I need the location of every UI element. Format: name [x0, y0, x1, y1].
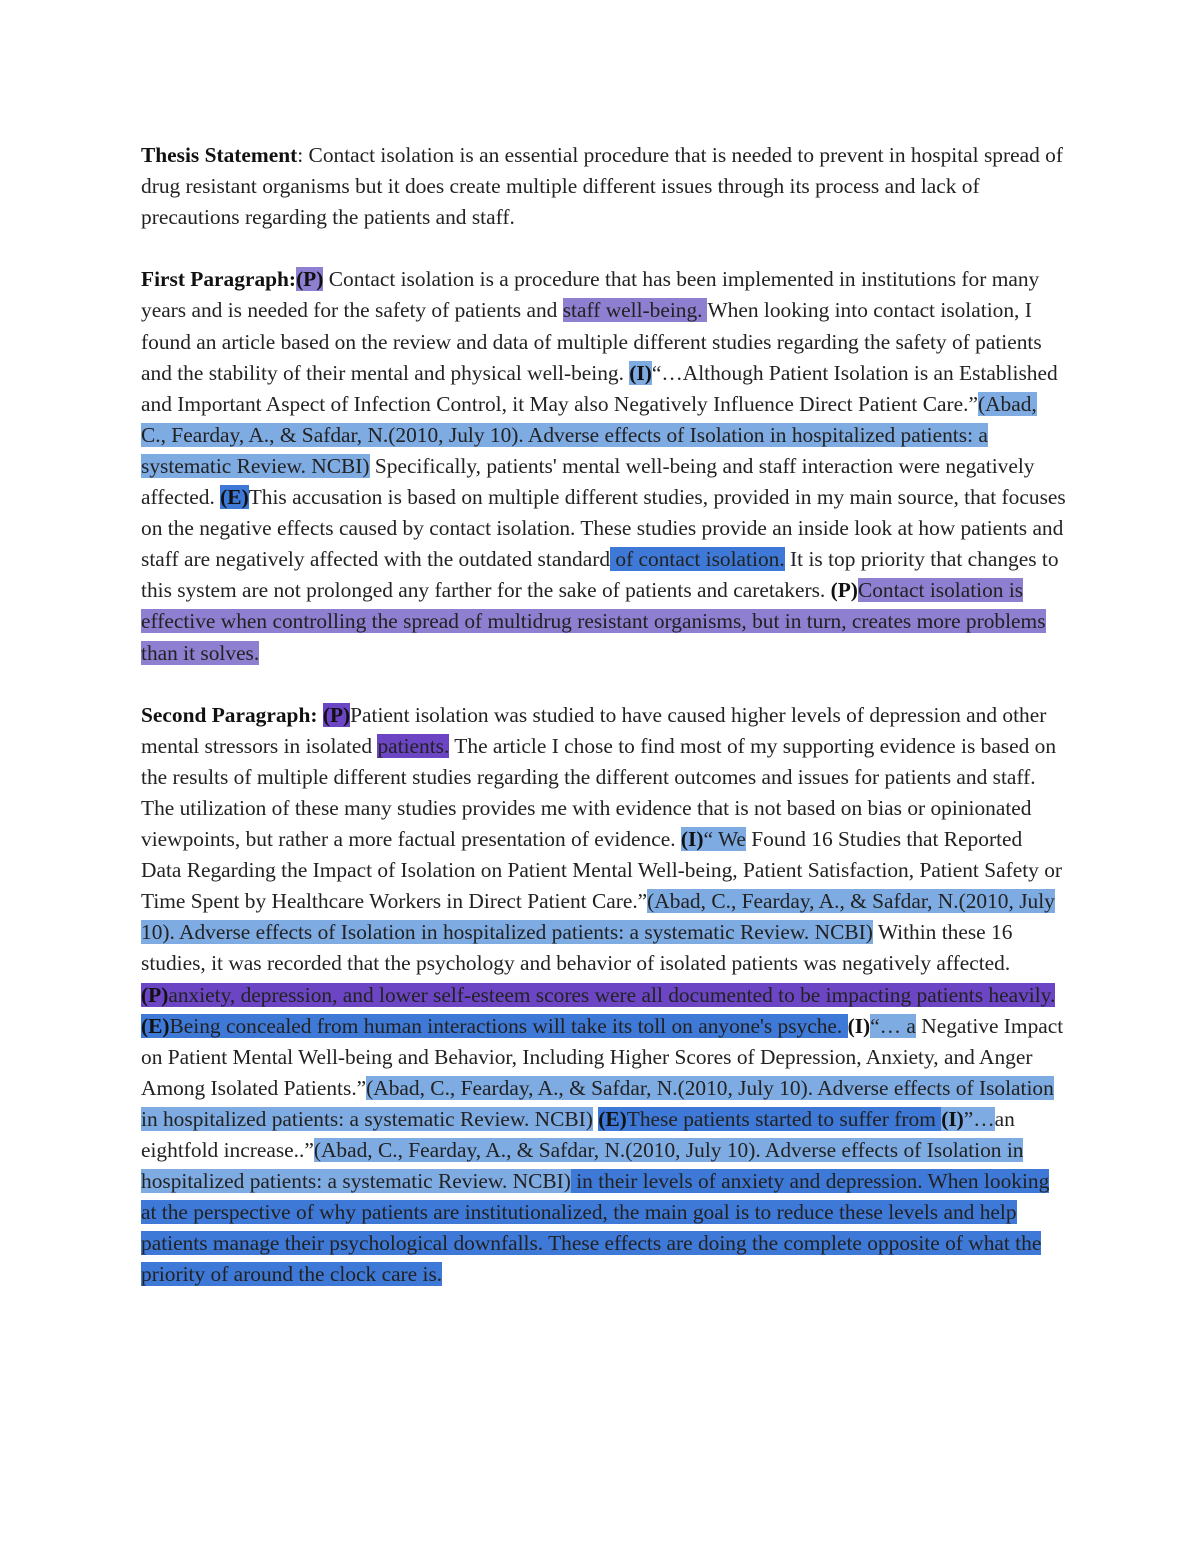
body-text: : Contact isolation is an essential procedure that is needed to prevent in hospital spread of drug resistant organisms but it does create multiple different issues through its process and lack of precautions regarding the patients and staff.	[141, 143, 1063, 230]
second-paragraph	[141, 700, 1066, 1291]
highlighted-text: Contact isolation is effective when controlling the spread of multidrug resistant organisms, but in turn, creates more problems than it solves.	[141, 578, 1046, 665]
highlighted-text: (Abad, C., Fearday, A., & Safdar, N.(2010, July 10). Adverse effects of Isolation in hospitalized patients: a systematic Review. NCBI)	[141, 1075, 1054, 1131]
highlighted-text: (P)	[141, 982, 169, 1007]
highlighted-text: in their levels of anxiety and depression.	[570, 1169, 928, 1194]
body-text: Contact isolation is a procedure that has been implemented in institutions for many years and is needed for the safety of patients and	[141, 267, 1040, 323]
body-text: an eightfold increase..”	[141, 1106, 1015, 1162]
highlighted-text: “ We	[703, 827, 746, 852]
first-paragraph	[141, 264, 1066, 668]
body-text: “…Although Patient Isolation is an Established and Important Aspect of Infection Control, it May also Negatively Influence Direct Patient Care.”	[141, 360, 1058, 416]
highlighted-text: (Abad, C., Fearday, A., & Safdar, N.(2010, July 10). Adverse effects of Isolation in hospitalized patients: a systematic Review. NCBI)	[141, 889, 1055, 945]
highlighted-text: When looking at the perspective of why patients are institutionalized, the main goal is to reduce these levels and help patients manage their psychological downfalls. These effects are doing the complete opposite of what the priority of around the clock care is.	[141, 1169, 1050, 1287]
highlighted-text: (Abad, C., Fearday, A., & Safdar, N.(2010, July 10). Adverse effects of Isolation in hospitalized patients: a systematic Review. NCBI)	[141, 391, 1037, 478]
highlighted-text: (Abad, C., Fearday, A., & Safdar, N.(2010, July 10). Adverse effects of Isolation in hospitalized patients: a systematic Review. NCBI)	[141, 1138, 1024, 1194]
body-text: It is top priority that changes to this system are not prolonged any farther for the sake of patients and caretakers.	[141, 547, 1059, 603]
highlighted-text: patients.	[377, 733, 450, 758]
highlighted-text: “… a	[870, 1013, 916, 1038]
bold-label: First Paragraph:	[141, 267, 297, 292]
bold-label: (I)	[847, 1013, 871, 1038]
document-page	[141, 140, 1066, 1290]
highlighted-text: (P)	[322, 702, 351, 727]
body-text: This accusation is based on multiple different studies, provided in my main source, that focuses on the negative effects caused by contact isolation. These studies provide an inside look at how patients and staff are negatively affected with the outdated standard	[141, 485, 1066, 572]
highlighted-text: ”…	[963, 1106, 995, 1131]
highlighted-text: (E)	[598, 1106, 627, 1131]
body-text: The article I chose to find most of my supporting evidence is based on the results of multiple different studies regarding the different outcomes and issues for patients and staff. The utilization of these many studies provides me with evidence that is not based on bias or opinionated viewpoints, but rather a more factual presentation of evidence.	[141, 733, 1057, 852]
highlighted-text: of contact isolation.	[610, 547, 785, 572]
highlighted-text: (P)	[296, 267, 324, 292]
body-text: Patient isolation was studied to have caused higher levels of depression and other mental stressors in isolated	[141, 702, 1047, 758]
highlighted-text: (I)	[941, 1106, 964, 1131]
highlighted-text: (I)	[629, 360, 652, 385]
highlighted-text: These patients started to suffer from	[626, 1106, 942, 1131]
body-text: Specifically, patients' mental well-being and staff interaction were negatively affected.	[141, 453, 1035, 510]
bold-label: Second Paragraph:	[141, 702, 323, 727]
body-text: When looking into contact isolation, I found an article based on the review and data of multiple different studies regarding the safety of patients and the stability of their mental and physical well-being.	[141, 298, 1042, 385]
highlighted-text: (E)	[220, 485, 249, 510]
highlighted-text: anxiety, depression, and lower self-esteem scores were all documented to be impacting patients heavily.	[168, 982, 1056, 1007]
highlighted-text: (I)	[680, 827, 704, 852]
highlighted-text: Being concealed from human interactions will take its toll on anyone's psyche.	[169, 1013, 848, 1038]
highlighted-text: (E)	[141, 1013, 170, 1038]
body-text: Negative Impact on Patient Mental Well-being and Behavior, Including Higher Scores of Depression, Anxiety, and Anger Among Isolated Patients.”	[141, 1013, 1064, 1100]
thesis-paragraph	[141, 140, 1066, 233]
bold-label: (P)	[830, 578, 858, 603]
highlighted-text: staff well-being.	[562, 298, 708, 323]
body-text: Found 16 Studies that Reported Data Regarding the Impact of Isolation on Patient Mental Well-being, Patient Satisfaction, Patient Safety or Time Spent by Healthcare Workers in Direct Patient Care.”	[141, 827, 1063, 914]
body-text: Within these 16 studies, it was recorded that the psychology and behavior of isolated patients was negatively affected.	[141, 920, 1013, 976]
bold-label: Thesis Statement	[141, 143, 298, 167]
